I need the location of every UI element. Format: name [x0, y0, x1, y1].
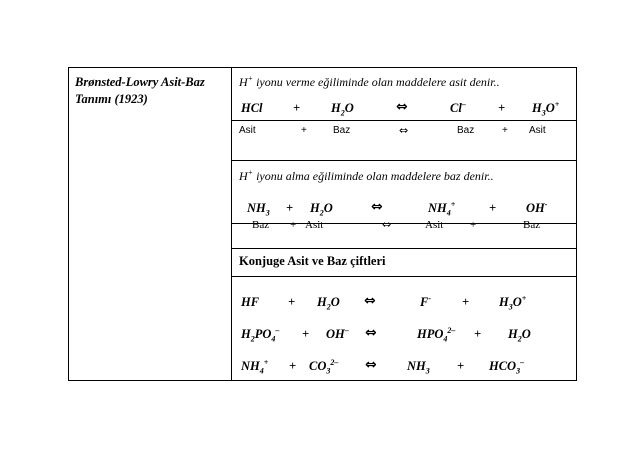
r2-sup: 2– [330, 357, 339, 367]
p2-main: H [499, 295, 509, 309]
r1-sub: 4 [259, 366, 264, 376]
eq1-r2 [317, 295, 340, 310]
eq-acid-r2 [331, 101, 354, 116]
r2-main: OH [326, 327, 345, 341]
label-plus-1: + [301, 125, 307, 136]
row-divider [231, 160, 576, 161]
p1-sup: 2– [447, 325, 456, 335]
eq2-p2 [508, 327, 531, 342]
p1-sup: – [461, 99, 466, 109]
label-plus-2: + [502, 125, 508, 136]
r1-sub: 2 [250, 334, 255, 344]
r2-sub: 2 [340, 108, 345, 118]
acid-definition [239, 75, 500, 90]
hplus-sup: + [247, 74, 254, 83]
label-plus-2: + [470, 219, 477, 231]
p2-main: OH [526, 201, 545, 215]
eq3-plus2: + [457, 359, 465, 373]
eq1-plus2: + [462, 295, 470, 309]
p2-sup: + [554, 99, 560, 109]
r1-main: NH [247, 201, 266, 215]
label-plus-1: + [290, 219, 297, 231]
equilibrium-arrow-icon: ⇔ [371, 199, 383, 215]
eq2-plus2: + [474, 327, 482, 341]
eq-base-r1 [247, 201, 270, 216]
acid-definition-text: iyonu verme eğiliminde olan maddelere asit denir.. [253, 75, 500, 89]
title-line-1: Brønsted-Lowry Asit-Baz [75, 75, 205, 89]
label-acid-2: Asit [425, 219, 444, 231]
eq3-p2 [489, 359, 524, 374]
eq-acid-p2 [532, 101, 559, 116]
r2-tail: O [330, 295, 340, 309]
eq1-p2 [499, 295, 526, 310]
equilibrium-arrow-icon: ⇔ [382, 218, 392, 231]
eq-base-p2 [526, 201, 547, 216]
p2-main: H [508, 327, 518, 341]
p1-main: F [420, 295, 429, 309]
label-base-1: Baz [252, 219, 270, 231]
r2-main: H [331, 101, 341, 115]
p2-sub: 2 [517, 334, 522, 344]
hplus-sup: + [247, 168, 254, 177]
definition-table [68, 67, 577, 381]
p2-tail: O [545, 101, 555, 115]
r1-sup: – [275, 325, 280, 335]
row-divider [231, 120, 576, 121]
conjugate-heading: Konjuge Asit ve Baz çiftleri [239, 254, 386, 268]
label-acid-1: Asit [305, 219, 324, 231]
p2-tail: O [521, 327, 531, 341]
eq2-r1 [241, 327, 279, 342]
row-divider [231, 248, 576, 249]
r2-main: H [317, 295, 327, 309]
eq-acid-p1 [450, 101, 466, 116]
p2-main: HCO [489, 359, 517, 373]
label-acid-1: Asit [239, 125, 256, 136]
r2-sub: 2 [326, 302, 331, 312]
p2-sub: 3 [508, 302, 513, 312]
base-definition-text: iyonu alma eğiliminde olan maddelere baz denir.. [253, 169, 494, 183]
p2-sub: 3 [516, 366, 521, 376]
eq2-p1 [417, 327, 455, 342]
eq2-plus1: + [302, 327, 310, 341]
eq-acid-plus1: + [293, 101, 301, 115]
eq3-plus1: + [289, 359, 297, 373]
p2-sup: - [544, 199, 548, 209]
p1-sub: 3 [425, 366, 430, 376]
label-base-2: Baz [523, 219, 541, 231]
p1-main: NH [407, 359, 426, 373]
r1-sub: 3 [265, 208, 270, 218]
r2-main: CO [309, 359, 327, 373]
label-base-1: Baz [333, 125, 351, 136]
eq-base-plus1: + [286, 201, 294, 215]
p2-sub: 3 [541, 108, 546, 118]
column-divider [231, 68, 232, 380]
eq2-r2 [326, 327, 349, 342]
equilibrium-arrow-icon: ⇔ [364, 293, 376, 309]
r2-main: H [310, 201, 320, 215]
r2-sub: 3 [326, 366, 331, 376]
label-base-2: Baz [457, 125, 475, 136]
p2-main: H [532, 101, 542, 115]
eq3-r1 [241, 359, 268, 374]
r2-tail: O [344, 101, 354, 115]
p1-main: Cl [450, 101, 462, 115]
eq-acid-r1: HCl [241, 101, 263, 115]
p1-main: HPO [417, 327, 444, 341]
label-acid-2: Asit [529, 125, 546, 136]
eq-base-r2 [310, 201, 333, 216]
p1-main: NH [428, 201, 447, 215]
p2-sup: + [521, 293, 527, 303]
hplus-h: H [239, 75, 248, 89]
eq-base-p1 [428, 201, 455, 216]
r2-tail: O [323, 201, 333, 215]
eq1-plus1: + [288, 295, 296, 309]
p2-tail: O [512, 295, 522, 309]
equilibrium-arrow-icon: ⇔ [365, 325, 377, 341]
eq-acid-plus2: + [498, 101, 506, 115]
p1-sup: - [428, 293, 432, 303]
r1-sup: + [263, 357, 269, 367]
r2-sub: 2 [319, 208, 324, 218]
equilibrium-arrow-icon: ⇔ [396, 99, 408, 115]
hplus-h: H [239, 169, 248, 183]
r1-mid: PO [254, 327, 272, 341]
eq-base-plus2: + [489, 201, 497, 215]
r1-main: NH [241, 359, 260, 373]
r1-main: H [241, 327, 251, 341]
equilibrium-arrow-icon: ⇔ [399, 124, 409, 137]
row-divider [231, 276, 576, 277]
eq1-p1 [420, 295, 431, 310]
definition-title [75, 74, 227, 108]
base-definition [239, 169, 494, 184]
eq3-r2 [309, 359, 338, 374]
title-line-2: Tanımı (1923) [75, 92, 148, 106]
r2-sup: – [344, 325, 349, 335]
eq3-p1 [407, 359, 430, 374]
eq1-r1: HF [241, 295, 260, 309]
equilibrium-arrow-icon: ⇔ [365, 357, 377, 373]
p1-sub: 4 [446, 208, 451, 218]
p1-sub: 4 [443, 334, 448, 344]
p1-sup: + [450, 199, 456, 209]
r1-sub2: 4 [271, 334, 276, 344]
p2-sup: – [520, 357, 525, 367]
